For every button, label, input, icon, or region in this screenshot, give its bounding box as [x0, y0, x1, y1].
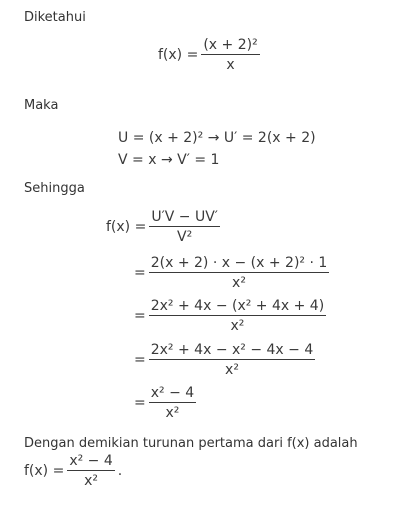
- derivation-step-5: [134, 386, 199, 420]
- derivation-step-4: [134, 343, 318, 377]
- v-definition: V = x → V′ = 1: [118, 152, 220, 168]
- step-fraction: [149, 386, 196, 420]
- u-definition: U = (x + 2)² → U′ = 2(x + 2): [118, 130, 316, 146]
- given-lhs: f(x) =: [158, 47, 199, 63]
- step-fraction: [149, 256, 330, 290]
- step-numerator: 2x² + 4x − x² − 4x − 4: [150, 342, 314, 358]
- step-lhs: =: [134, 352, 146, 368]
- final-numerator: x² − 4: [69, 453, 113, 469]
- step-numerator: 2(x + 2) · x − (x + 2)² · 1: [150, 255, 328, 271]
- step-fraction: [149, 210, 220, 244]
- step-fraction: [149, 343, 316, 377]
- step-numerator: U′V − UV′: [151, 209, 218, 225]
- derivation-step-2: [134, 256, 332, 290]
- step-denominator: V²: [177, 229, 193, 245]
- given-equation: [158, 38, 263, 72]
- final-period: .: [117, 463, 123, 479]
- given-numerator: (x + 2)²: [203, 37, 258, 53]
- section-heading-maka: Maka: [24, 98, 59, 113]
- section-heading-diketahui: Diketahui: [24, 10, 86, 25]
- step-numerator: 2x² + 4x − (x² + 4x + 4): [150, 298, 325, 314]
- step-denominator: x²: [230, 318, 245, 334]
- step-fraction: [149, 299, 326, 333]
- step-numerator: x² − 4: [150, 385, 195, 401]
- step-denominator: x²: [232, 275, 246, 291]
- final-lhs: f(x) =: [24, 463, 65, 479]
- final-equation: [24, 454, 122, 488]
- conclusion-text: Dengan demikian turunan pertama dari f(x) adalah: [24, 436, 358, 451]
- given-fraction: [201, 38, 259, 72]
- step-denominator: x²: [165, 405, 180, 421]
- step-lhs: =: [134, 265, 146, 281]
- step-denominator: x²: [225, 362, 239, 378]
- derivation-step-1: [106, 210, 223, 244]
- final-fraction: [67, 454, 114, 488]
- step-lhs: f(x) =: [106, 219, 147, 235]
- final-denominator: x²: [84, 473, 98, 489]
- section-heading-sehingga: Sehingga: [24, 181, 85, 196]
- step-lhs: =: [134, 395, 146, 411]
- derivation-step-3: [134, 299, 329, 333]
- step-lhs: =: [134, 308, 146, 324]
- given-denominator: x: [226, 57, 235, 73]
